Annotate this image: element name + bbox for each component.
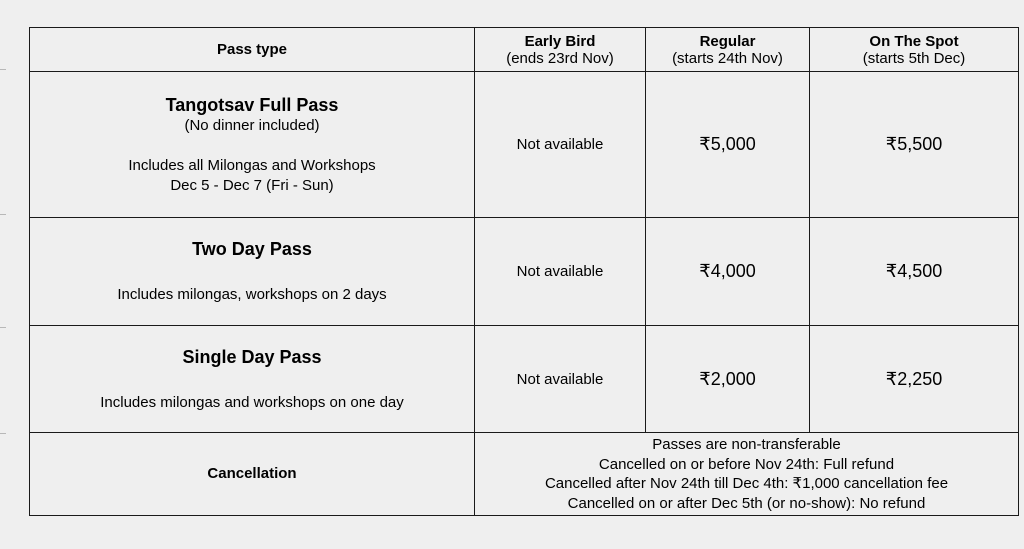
pass-description: Dec 5 - Dec 7 (Fri - Sun) (170, 176, 334, 194)
early-bird-price: Not available (475, 72, 646, 218)
pass-name: Two Day Pass (192, 239, 312, 259)
regular-price: ₹2,000 (646, 326, 810, 433)
column-subtitle: (ends 23rd Nov) (506, 49, 614, 67)
policy-line: Passes are non-transferable (652, 436, 841, 453)
regular-header (646, 28, 810, 72)
policy-line: Cancelled after Nov 24th till Dec 4th: ₹1,000 cancellation fee (544, 475, 949, 492)
cancellation-label: Cancellation (207, 465, 297, 482)
table-row (30, 218, 1019, 326)
column-title: On The Spot (869, 32, 959, 50)
cancellation-row (30, 433, 1019, 516)
edge-mark (0, 433, 6, 434)
pass-type-header: Pass type (30, 28, 475, 72)
column-title: Early Bird (524, 32, 596, 50)
pass-description: Includes all Milongas and Workshops (128, 156, 376, 174)
on-the-spot-header (810, 28, 1019, 72)
on-the-spot-price: ₹5,500 (810, 72, 1019, 218)
header-row (30, 28, 1019, 72)
cancellation-policy (475, 433, 1019, 516)
pass-name: Tangotsav Full Pass (165, 94, 339, 115)
policy-line: Cancelled on or before Nov 24th: Full refund (598, 455, 895, 473)
column-title: Regular (699, 32, 756, 50)
on-the-spot-price: ₹2,250 (810, 326, 1019, 433)
pass-description: Includes milongas, workshops on 2 days (117, 286, 387, 303)
table-row (30, 72, 1019, 218)
pricing-table (29, 27, 1019, 516)
edge-mark (0, 214, 6, 215)
pass-name: Single Day Pass (182, 346, 322, 367)
pass-cell (30, 326, 475, 433)
early-bird-price: Not available (475, 326, 646, 433)
edge-mark (0, 69, 6, 70)
column-subtitle: (starts 5th Dec) (862, 49, 966, 67)
edge-mark (0, 327, 6, 328)
table-row (30, 326, 1019, 433)
regular-price: ₹4,000 (646, 218, 810, 326)
cancellation-label-cell (30, 433, 475, 516)
policy-line: Cancelled on or after Dec 5th (or no-show): No refund (567, 494, 926, 512)
pass-description: Includes milongas and workshops on one day (100, 393, 404, 411)
early-bird-price: Not available (475, 218, 646, 326)
pass-cell (30, 218, 475, 326)
on-the-spot-price: ₹4,500 (810, 218, 1019, 326)
column-subtitle: (starts 24th Nov) (672, 49, 783, 67)
regular-price: ₹5,000 (646, 72, 810, 218)
pass-cell (30, 72, 475, 218)
pass-note: (No dinner included) (184, 116, 320, 134)
early-bird-header (475, 28, 646, 72)
